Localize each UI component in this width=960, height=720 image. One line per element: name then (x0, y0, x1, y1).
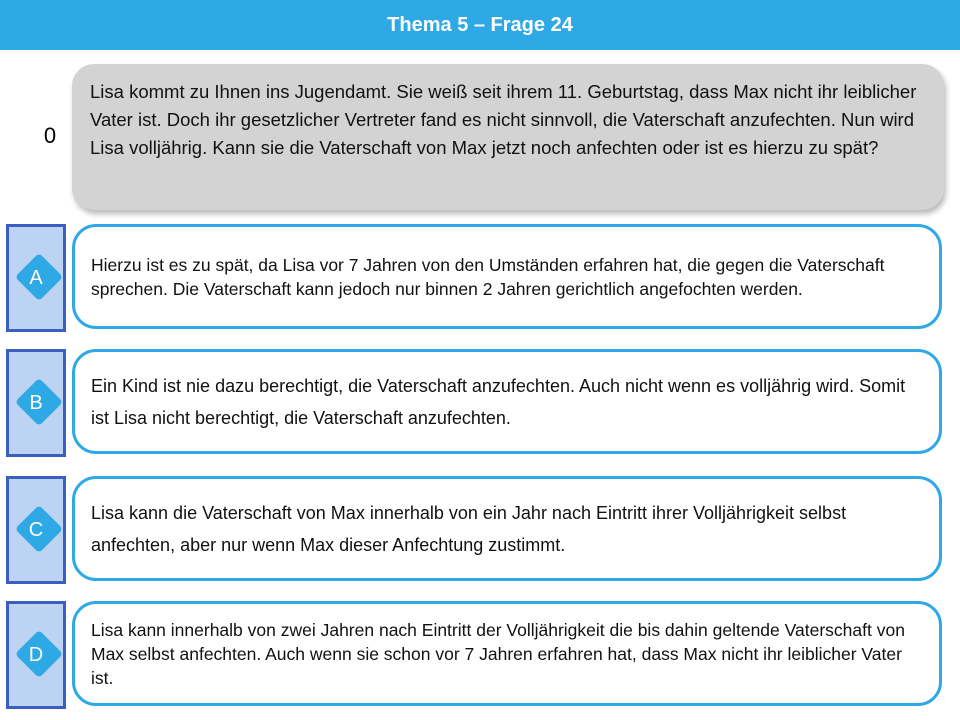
answer-d-box[interactable] (72, 601, 942, 706)
answer-a-letter: A (29, 267, 43, 289)
answer-option-d[interactable] (0, 601, 960, 711)
header-bar (0, 0, 960, 50)
answer-a-letter-button[interactable] (6, 224, 66, 332)
question-box (72, 64, 944, 210)
answer-b-box[interactable] (72, 349, 942, 454)
question-text: Lisa kommt zu Ihnen ins Jugendamt. Sie weiß seit ihrem 11. Geburtstag, dass Max nicht ihr leiblicher Vater ist. Doch ihr gesetzlicher Vertreter fand es nicht sinnvoll, die Vaterschaft anzufechten. Nun wird Lisa volljährig. Kann sie die Vaterschaft von Max jetzt noch anfechten oder ist es hierzu zu spät? (90, 81, 917, 158)
answer-option-c[interactable] (0, 476, 960, 586)
answer-a-text: Hierzu ist es zu spät, da Lisa vor 7 Jahren von den Umständen erfahren hat, die gegen die Vaterschaft sprechen. Die Vaterschaft kann jedoch nur binnen 2 Jahren gerichtlich angefochten werden. (91, 254, 885, 299)
answer-d-letter-button[interactable] (6, 601, 66, 709)
answer-c-text: Lisa kann die Vaterschaft von Max innerhalb von ein Jahr nach Eintritt ihrer Volljährigkeit selbst anfechten, aber nur wenn Max dieser Anfechtung zustimmt. (91, 502, 847, 555)
answer-c-letter: C (28, 519, 44, 541)
answer-d-text: Lisa kann innerhalb von zwei Jahren nach Eintritt der Volljährigkeit die bis dahin geltende Vaterschaft von Max selbst anfechten. Auch wenn sie schon vor 7 Jahren erfahren hat, dass Max nicht ihr leiblicher Vater ist. (91, 619, 905, 688)
question-counter: 0 (43, 123, 57, 148)
answer-b-text: Ein Kind ist nie dazu berechtigt, die Vaterschaft anzufechten. Auch nicht wenn es volljährig wird. Somit ist Lisa nicht berechtigt, die Vaterschaft anzufechten. (91, 375, 906, 428)
answer-option-b[interactable] (0, 349, 960, 459)
answer-option-a[interactable] (0, 224, 960, 334)
answer-a-box[interactable] (72, 224, 942, 329)
answer-b-letter-button[interactable] (6, 349, 66, 457)
page-title: Thema 5 – Frage 24 (387, 13, 573, 36)
answer-b-letter: B (29, 392, 43, 414)
answer-c-letter-button[interactable] (6, 476, 66, 584)
answer-c-box[interactable] (72, 476, 942, 581)
answer-d-letter: D (28, 644, 44, 666)
